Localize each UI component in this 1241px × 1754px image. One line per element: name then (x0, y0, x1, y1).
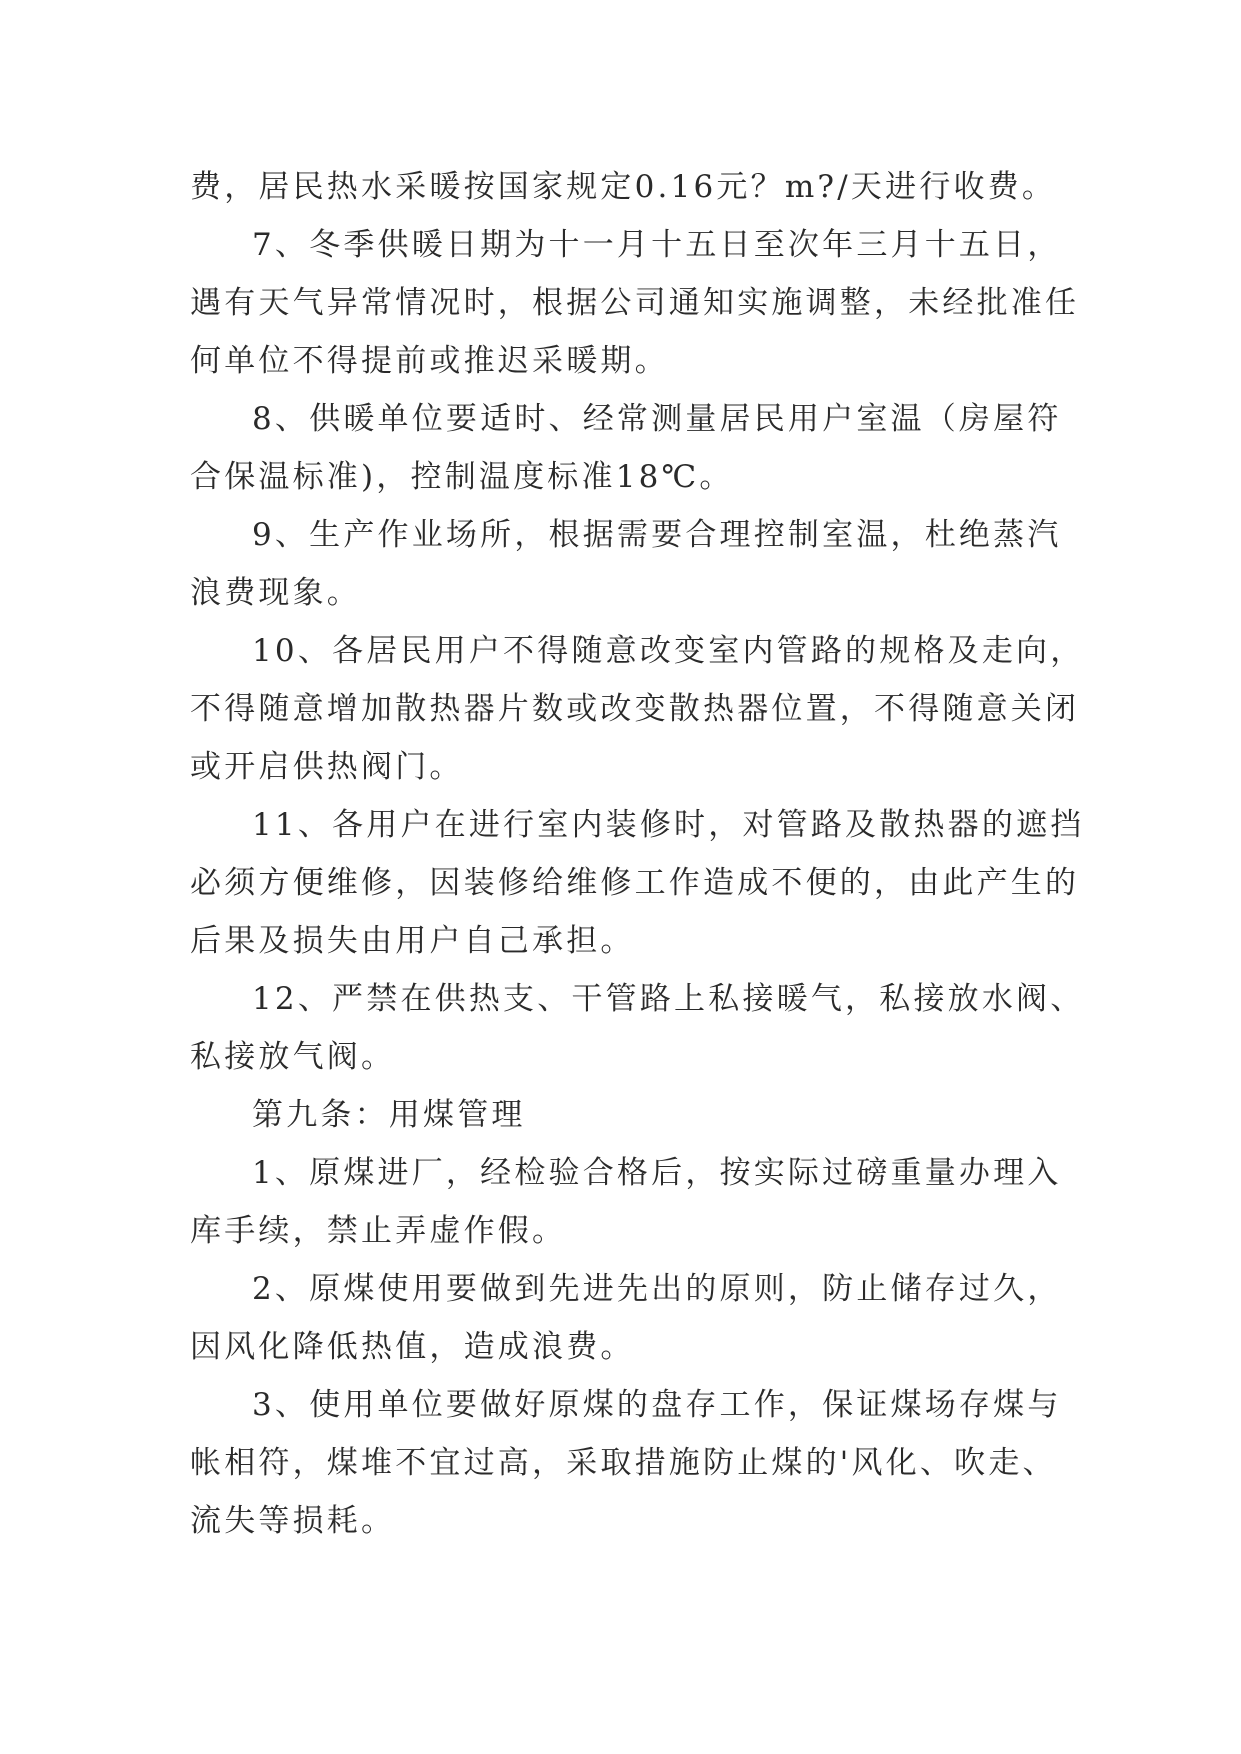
text-line: 10、各居民用户不得随意改变室内管路的规格及走向， (252, 633, 1085, 669)
text-line: 后果及损失由用户自己承担。 (190, 923, 635, 959)
section-heading-article-9 (190, 1086, 1060, 1144)
paragraph-coal-2 (190, 1260, 1060, 1376)
text-line: 帐相符，煤堆不宜过高，采取措施防止煤的'风化、吹走、 (190, 1445, 1057, 1481)
text-line: 流失等损耗。 (190, 1503, 396, 1539)
text-line: 或开启供热阀门。 (190, 749, 464, 785)
text-line: 库手续，禁止弄虚作假。 (190, 1213, 567, 1249)
paragraph-item-8 (190, 390, 1060, 506)
text-line: 因风化降低热值，造成浪费。 (190, 1329, 635, 1365)
text-line: 私接放气阀。 (190, 1039, 396, 1075)
paragraph-coal-3 (190, 1376, 1060, 1550)
text-line: 8、供暖单位要适时、经常测量居民用户室温（房屋符 (252, 401, 1062, 437)
text-line: 浪费现象。 (190, 575, 361, 611)
paragraph-item-12 (190, 970, 1085, 1086)
paragraph-item-9 (190, 506, 1060, 622)
paragraph-coal-1 (190, 1144, 1060, 1260)
text-line: 遇有天气异常情况时，根据公司通知实施调整，未经批准任 (190, 285, 1080, 321)
text-line: 3、使用单位要做好原煤的盘存工作，保证煤场存煤与 (252, 1387, 1062, 1423)
text-line: 7、冬季供暖日期为十一月十五日至次年三月十五日， (252, 227, 1062, 263)
section-heading: 第九条：用煤管理 (252, 1097, 526, 1133)
paragraph-item-10 (190, 622, 1085, 796)
text-line: 2、原煤使用要做到先进先出的原则，防止储存过久， (252, 1271, 1062, 1307)
text-line: 11、各用户在进行室内装修时，对管路及散热器的遮挡 (252, 807, 1085, 843)
text-line: 合保温标准)，控制温度标准18℃。 (190, 459, 734, 495)
paragraph-fee (190, 158, 1060, 216)
text-line: 1、原煤进厂，经检验合格后，按实际过磅重量办理入 (252, 1155, 1062, 1191)
paragraph-item-7 (190, 216, 1080, 390)
text-line: 必须方便维修，因装修给维修工作造成不便的，由此产生的 (190, 865, 1080, 901)
document-body (190, 158, 1085, 1550)
paragraph-item-11 (190, 796, 1085, 970)
text-line: 不得随意增加散热器片数或改变散热器位置，不得随意关闭 (190, 691, 1080, 727)
text-line: 9、生产作业场所，根据需要合理控制室温，杜绝蒸汽 (252, 517, 1062, 553)
text-line: 费，居民热水采暖按国家规定0.16元？m?/天进行收费。 (190, 169, 1057, 205)
text-line: 12、严禁在供热支、干管路上私接暖气，私接放水阀、 (252, 981, 1085, 1017)
text-line: 何单位不得提前或推迟采暖期。 (190, 343, 669, 379)
